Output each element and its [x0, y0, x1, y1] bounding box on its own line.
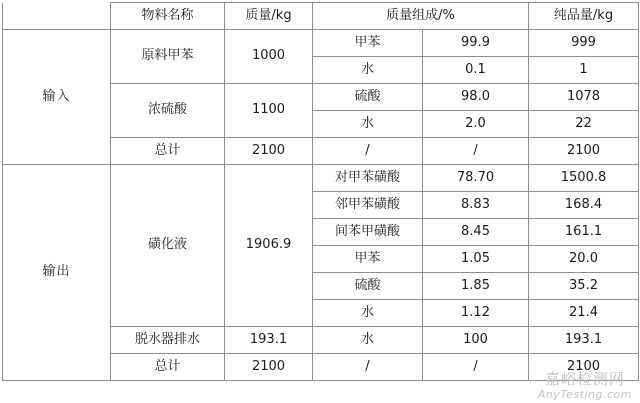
component-percent: 78.70 [423, 165, 529, 192]
watermark-line-1: 嘉峪检测网 [544, 370, 625, 389]
component-name: 硫酸 [313, 273, 423, 300]
header-mass: 质量/kg [225, 3, 313, 30]
material-mass-total: 2100 [225, 138, 313, 165]
component-pure-mass: 193.1 [529, 327, 639, 354]
material-mass: 1100 [225, 84, 313, 138]
material-mass: 1000 [225, 30, 313, 84]
table-row [3, 165, 639, 192]
material-mass-total: 2100 [225, 354, 313, 381]
document-sheet [0, 2, 640, 403]
table-header-row [3, 3, 639, 30]
section-label-input: 输入 [3, 30, 111, 165]
component-pure-mass: 35.2 [529, 273, 639, 300]
section-label-output: 输出 [3, 165, 111, 381]
component-pure-mass: 20.0 [529, 246, 639, 273]
material-name-total: 总计 [111, 354, 225, 381]
component-pure-mass: 22 [529, 111, 639, 138]
component-percent: 99.9 [423, 30, 529, 57]
header-pure-mass: 纯品量/kg [529, 3, 639, 30]
component-percent: / [423, 138, 529, 165]
component-name: 对甲苯磺酸 [313, 165, 423, 192]
component-pure-mass: 1 [529, 57, 639, 84]
component-name: / [313, 354, 423, 381]
component-percent: 1.05 [423, 246, 529, 273]
component-pure-mass-total: 2100 [529, 354, 639, 381]
component-percent: / [423, 354, 529, 381]
component-name: / [313, 138, 423, 165]
component-name: 甲苯 [313, 30, 423, 57]
material-balance-table [2, 2, 639, 381]
material-name: 原料甲苯 [111, 30, 225, 84]
material-mass: 1906.9 [225, 165, 313, 327]
component-pure-mass: 1500.8 [529, 165, 639, 192]
component-pure-mass: 999 [529, 30, 639, 57]
material-name-total: 总计 [111, 138, 225, 165]
component-pure-mass: 1078 [529, 84, 639, 111]
watermark-line-2: AnyTesting.com [537, 387, 632, 401]
component-name: 邻甲苯磺酸 [313, 192, 423, 219]
component-name: 水 [313, 300, 423, 327]
component-name: 水 [313, 111, 423, 138]
table-row [3, 30, 639, 57]
component-name: 甲苯 [313, 246, 423, 273]
component-percent: 1.12 [423, 300, 529, 327]
header-material-name: 物料名称 [111, 3, 225, 30]
header-corner-cell [3, 3, 111, 30]
component-percent: 8.45 [423, 219, 529, 246]
component-name: 水 [313, 57, 423, 84]
component-percent: 1.85 [423, 273, 529, 300]
component-percent: 100 [423, 327, 529, 354]
component-percent: 2.0 [423, 111, 529, 138]
material-name: 脱水器排水 [111, 327, 225, 354]
component-pure-mass: 21.4 [529, 300, 639, 327]
material-mass: 193.1 [225, 327, 313, 354]
material-name: 磺化液 [111, 165, 225, 327]
component-percent: 98.0 [423, 84, 529, 111]
component-pure-mass-total: 2100 [529, 138, 639, 165]
component-pure-mass: 168.4 [529, 192, 639, 219]
component-pure-mass: 161.1 [529, 219, 639, 246]
component-percent: 0.1 [423, 57, 529, 84]
component-name: 水 [313, 327, 423, 354]
component-name: 硫酸 [313, 84, 423, 111]
component-name: 间苯甲磺酸 [313, 219, 423, 246]
material-name: 浓硫酸 [111, 84, 225, 138]
header-composition: 质量组成/% [313, 3, 529, 30]
component-percent: 8.83 [423, 192, 529, 219]
